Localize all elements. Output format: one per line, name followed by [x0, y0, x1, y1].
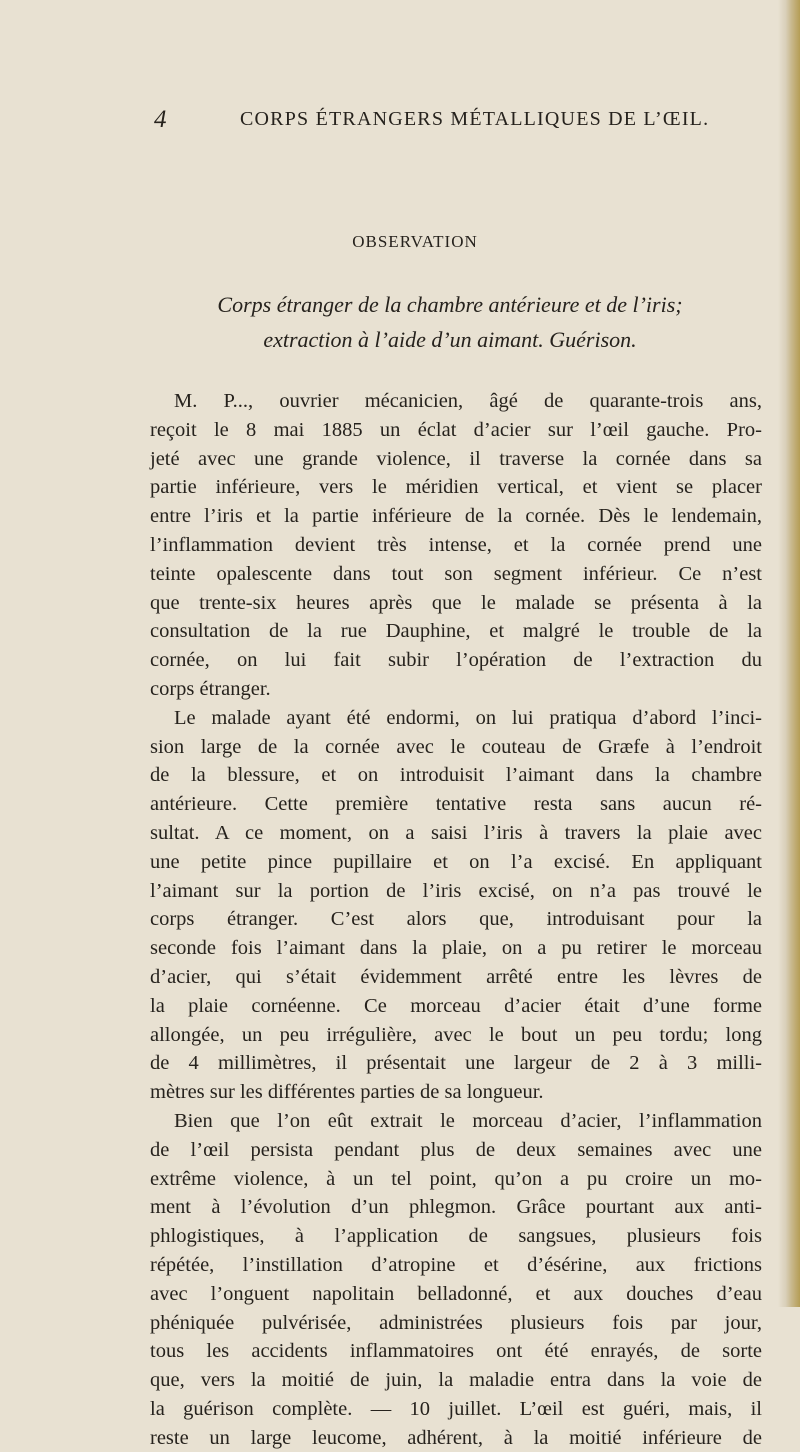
text-line: corps étranger. — [150, 677, 271, 700]
body-text — [150, 387, 762, 1452]
text-line: que, vers la moitié de juin, la maladie entra dans la voie de — [150, 1369, 762, 1392]
observation-heading-text: OBSERVATION — [352, 232, 478, 251]
text-line: de la blessure, et on introduisit l’aimant dans la chambre — [150, 764, 762, 787]
text-line: phlogistiques, à l’application de sangsues, plusieurs fois — [150, 1225, 762, 1248]
text-line: d’acier, qui s’était évidemment arrêté entre les lèvres de — [150, 965, 762, 988]
running-head — [154, 106, 744, 142]
text-line: corps étranger. C’est alors que, introduisant pour la — [150, 908, 762, 931]
page-edge — [778, 0, 800, 1307]
observation-subtitle-line-1: Corps étranger de la chambre antérieure et de l’iris; — [217, 292, 683, 317]
text-line: la guérison complète. — 10 juillet. L’œil est guéri, mais, il — [150, 1397, 762, 1420]
text-line: reçoit le 8 mai 1885 un éclat d’acier sur l’œil gauche. Pro- — [150, 418, 762, 441]
text-line: ment à l’évolution d’un phlegmon. Grâce pourtant aux anti- — [150, 1196, 762, 1219]
text-line: que trente-six heures après que le malade se présenta à la — [150, 591, 762, 614]
text-line: l’inflammation devient très intense, et la cornée prend une — [150, 533, 762, 556]
text-line: seconde fois l’aimant dans la plaie, on a pu retirer le morceau — [150, 937, 762, 960]
observation-heading — [0, 232, 800, 252]
text-line: mètres sur les différentes parties de sa longueur. — [150, 1081, 544, 1104]
text-line: phéniquée pulvérisée, administrées plusieurs fois par jour, — [150, 1311, 762, 1334]
text-line: avec l’onguent napolitain belladonné, et aux douches d’eau — [150, 1282, 762, 1305]
text-line: partie inférieure, vers le méridien vertical, et vient se placer — [150, 476, 762, 499]
text-line: allongée, un peu irrégulière, avec le bout un peu tordu; long — [150, 1023, 762, 1046]
observation-subtitle-line-2: extraction à l’aide d’un aimant. Guérison. — [263, 327, 637, 352]
text-line: entre l’iris et la partie inférieure de la cornée. Dès le lendemain, — [150, 505, 762, 528]
text-line: de 4 millimètres, il présentait une largeur de 2 à 3 milli- — [150, 1052, 762, 1075]
text-line: teinte opalescente dans tout son segment inférieur. Ce n’est — [150, 562, 762, 585]
text-line: extrême violence, à un tel point, qu’on a pu croire un mo- — [150, 1167, 762, 1190]
text-line: sultat. A ce moment, on a saisi l’iris à travers la plaie avec — [150, 821, 762, 844]
text-line: antérieure. Cette première tentative resta sans aucun ré- — [150, 793, 762, 816]
text-line: l’aimant sur la portion de l’iris excisé, on n’a pas trouvé le — [150, 879, 762, 902]
running-title: CORPS ÉTRANGERS MÉTALLIQUES DE L’ŒIL. — [240, 108, 710, 130]
text-line: tous les accidents inflammatoires ont été enrayés, de sorte — [150, 1340, 762, 1363]
text-line: cornée, on lui fait subir l’opération de l’extraction du — [150, 649, 762, 672]
text-line: reste un large leucome, adhérent, à la moitié inférieure de — [150, 1426, 762, 1449]
text-line: Bien que l’on eût extrait le morceau d’acier, l’inflammation — [174, 1109, 762, 1132]
text-line: répétée, l’instillation d’atropine et d’ésérine, aux frictions — [150, 1253, 762, 1276]
page-number: 4 — [154, 106, 167, 133]
text-line: la plaie cornéenne. Ce morceau d’acier était d’une forme — [150, 994, 762, 1017]
text-line: une petite pince pupillaire et on l’a excisé. En appliquant — [150, 850, 762, 873]
text-line: sion large de la cornée avec le couteau de Græfe à l’endroit — [150, 735, 762, 758]
text-line: jeté avec une grande violence, il traverse la cornée dans sa — [150, 447, 762, 470]
text-line: de l’œil persista pendant plus de deux semaines avec une — [150, 1138, 762, 1161]
text-line: M. P..., ouvrier mécanicien, âgé de quarante-trois ans, — [174, 390, 762, 412]
text-line: Le malade ayant été endormi, on lui pratiqua d’abord l’inci- — [174, 706, 762, 729]
text-line: consultation de la rue Dauphine, et malgré le trouble de la — [150, 620, 762, 643]
